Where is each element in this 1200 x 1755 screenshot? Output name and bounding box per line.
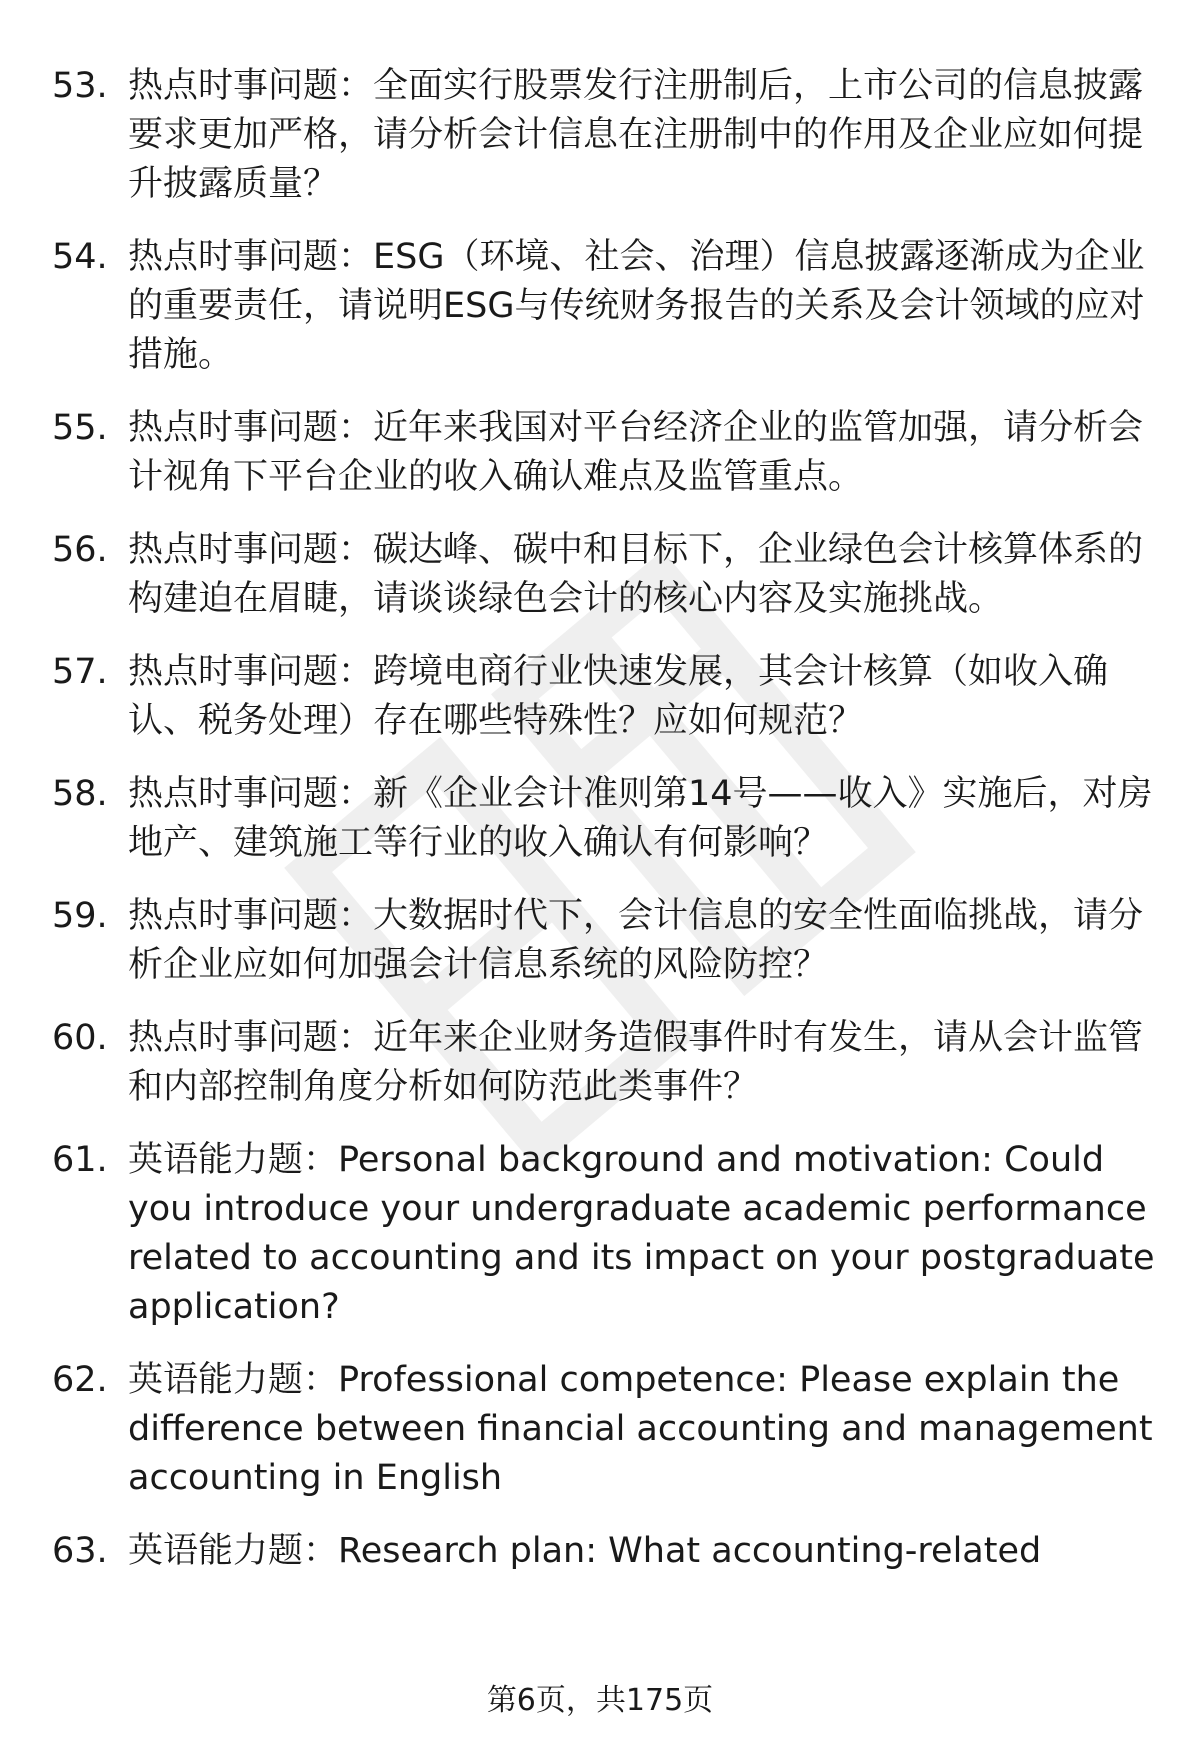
question-list bbox=[0, 62, 1200, 1600]
list-item bbox=[0, 404, 1200, 502]
question-number: 57. bbox=[52, 652, 108, 692]
list-item bbox=[0, 1136, 1200, 1332]
list-item bbox=[0, 1527, 1200, 1576]
question-text: 热点时事问题：近年来企业财务造假事件时有发生，请从会计监管和内部控制角度分析如何防范此类事件？ bbox=[128, 1018, 1144, 1107]
question-text: 热点时事问题：碳达峰、碳中和目标下，企业绿色会计核算体系的构建迫在眉睫，请谈谈绿色会计的核心内容及实施挑战。 bbox=[128, 530, 1144, 619]
question-text: 热点时事问题：跨境电商行业快速发展，其会计核算（如收入确认、税务处理）存在哪些特殊性？应如何规范？ bbox=[128, 652, 1109, 741]
question-number: 59. bbox=[52, 896, 108, 936]
page-number-footer: 第6页，共175页 bbox=[486, 1683, 714, 1718]
list-item bbox=[0, 62, 1200, 209]
list-item bbox=[0, 648, 1200, 746]
question-number: 62. bbox=[52, 1360, 108, 1400]
question-text: 热点时事问题：新《企业会计准则第14号——收入》实施后，对房地产、建筑施工等行业的收入确认有何影响？ bbox=[128, 774, 1153, 863]
question-text: 英语能力题：Professional competence: Please explain the difference between financial accounting and management accounting in English bbox=[128, 1360, 1153, 1498]
question-text: 英语能力题：Personal background and motivation: Could you introduce your undergraduate academic performance related to accounting and its impact on your postgraduate application? bbox=[128, 1140, 1155, 1327]
list-item bbox=[0, 1356, 1200, 1503]
question-number: 60. bbox=[52, 1018, 108, 1058]
question-number: 58. bbox=[52, 774, 108, 814]
question-number: 53. bbox=[52, 66, 108, 106]
list-item bbox=[0, 526, 1200, 624]
question-number: 63. bbox=[52, 1531, 108, 1571]
list-item bbox=[0, 770, 1200, 868]
question-number: 55. bbox=[52, 408, 108, 448]
question-number: 61. bbox=[52, 1140, 108, 1180]
list-item bbox=[0, 892, 1200, 990]
question-text: 英语能力题：Research plan: What accounting-related bbox=[128, 1531, 1042, 1571]
question-number: 56. bbox=[52, 530, 108, 570]
question-text: 热点时事问题：大数据时代下，会计信息的安全性面临挑战，请分析企业应如何加强会计信息系统的风险防控？ bbox=[128, 896, 1144, 985]
question-text: 热点时事问题：全面实行股票发行注册制后，上市公司的信息披露要求更加严格，请分析会计信息在注册制中的作用及企业应如何提升披露质量？ bbox=[128, 66, 1144, 204]
list-item bbox=[0, 1014, 1200, 1112]
question-number: 54. bbox=[52, 237, 108, 277]
question-text: 热点时事问题：近年来我国对平台经济企业的监管加强，请分析会计视角下平台企业的收入确认难点及监管重点。 bbox=[128, 408, 1144, 497]
question-text: 热点时事问题：ESG（环境、社会、治理）信息披露逐渐成为企业的重要责任，请说明ESG与传统财务报告的关系及会计领域的应对措施。 bbox=[128, 237, 1145, 375]
list-item bbox=[0, 233, 1200, 380]
